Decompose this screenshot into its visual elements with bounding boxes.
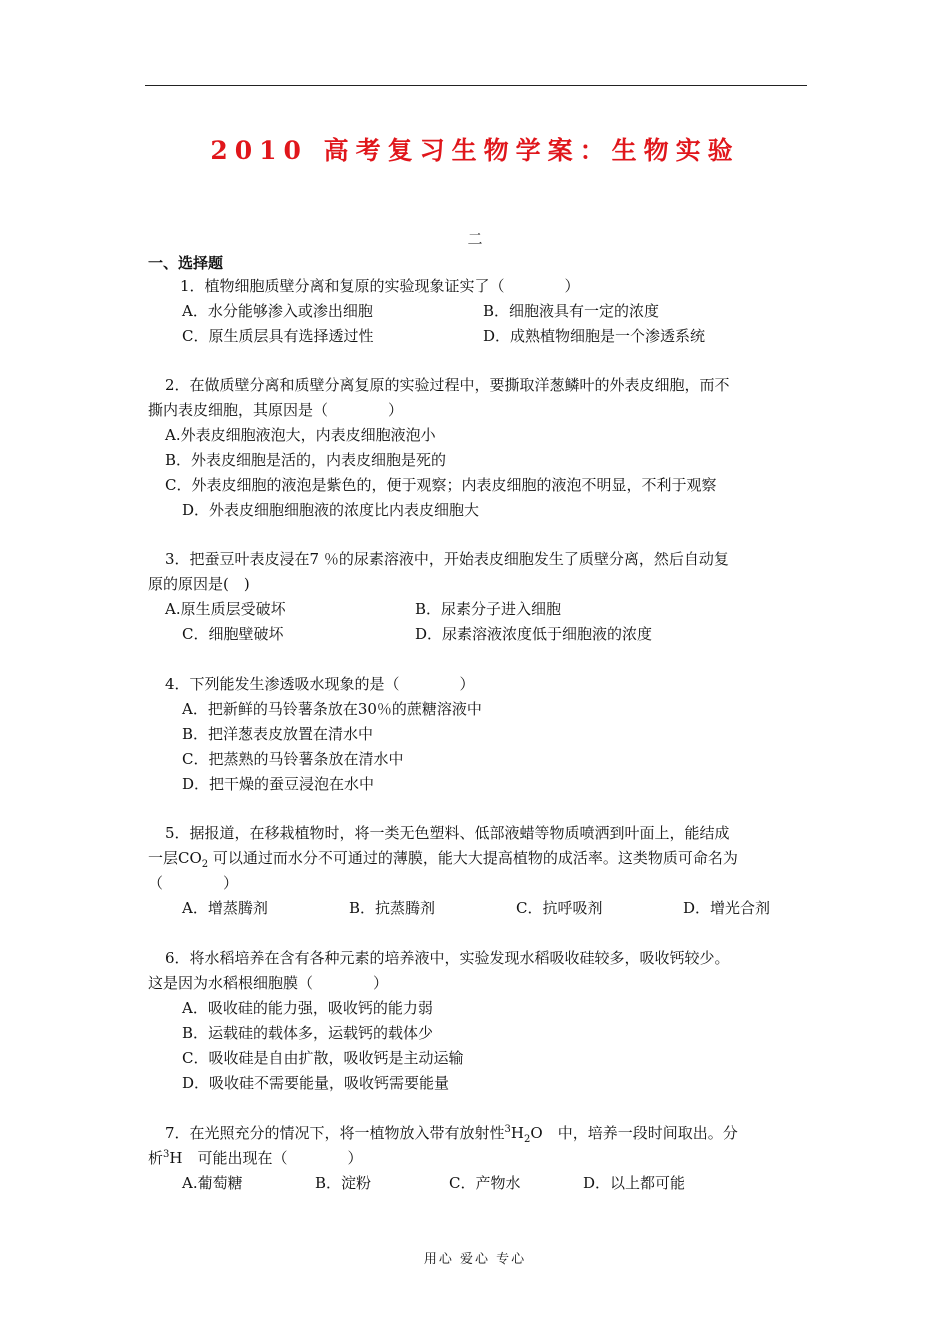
q7-stem-line1: 7．在光照充分的情况下，将一植物放入带有放射性$^3H_2O$ 中，培养一段时间取出。分: [165, 1124, 738, 1145]
q3-option-c: C．细胞壁破坏: [182, 625, 284, 643]
q7-stem-line2: 析$^3$H 可能出现在（ ）: [148, 1149, 363, 1167]
document-title: 2010 高考复习生物学案：生物实验: [210, 136, 740, 165]
q3-option-a: A.原生质层受破坏: [165, 600, 286, 618]
q6-option-d: D．吸收硅不需要能量，吸收钙需要能量: [182, 1074, 450, 1092]
q5-option-c: C．抗呼吸剂: [516, 899, 603, 917]
q6-option-a: A．吸收硅的能力强，吸收钙的能力弱: [182, 999, 433, 1017]
q7-option-c: C．产物水: [449, 1174, 521, 1192]
q6-option-b: B．运载硅的载体多，运载钙的载体少: [182, 1024, 434, 1042]
q5-option-b: B．抗蒸腾剂: [349, 899, 436, 917]
q7-option-a: A.葡萄糖: [182, 1174, 243, 1192]
q2-option-b: B．外表皮细胞是活的，内表皮细胞是死的: [165, 451, 447, 469]
q5-stem-line1: 5．据报道，在移栽植物时，将一类无色塑料、低部液蜡等物质喷洒到叶面上，能结成: [165, 824, 730, 842]
q2-stem-line2: 撕内表皮细胞，其原因是（ ）: [148, 401, 404, 419]
q5-stem-line2: 一层$CO_2$ 可以通过而水分不可通过的薄膜，能大大提高植物的成活率。这类物质可命名为: [148, 849, 738, 870]
q1-option-d: D．成熟植物细胞是一个渗透系统: [483, 327, 706, 345]
q6-stem-line1: 6．将水稻培养在含有各种元素的培养液中，实验发现水稻吸收硅较多，吸收钙较少。: [165, 949, 730, 967]
q3-stem-line1: 3．把蚕豆叶表皮浸在7 ％的尿素溶液中，开始表皮细胞发生了质壁分离，然后自动复: [165, 550, 729, 568]
q3-stem-line2: 原的原因是( ): [148, 575, 250, 593]
q2-option-d: D．外表皮细胞细胞液的浓度比内表皮细胞大: [182, 501, 480, 519]
q4-option-d: D．把干燥的蚕豆浸泡在水中: [182, 775, 375, 793]
q5-stem-line3: （ ）: [148, 874, 239, 892]
q6-option-c: C．吸收硅是自由扩散，吸收钙是主动运输: [182, 1049, 464, 1067]
part-number: 二: [467, 230, 483, 248]
section-heading: 一、选择题: [148, 254, 224, 272]
q1-option-c: C．原生质层具有选择透过性: [182, 327, 374, 345]
q2-option-c: C．外表皮细胞的液泡是紫色的，便于观察；内表皮细胞的液泡不明显，不利于观察: [165, 476, 717, 494]
q4-option-a: A．把新鲜的马铃薯条放在30％的蔗糖溶液中: [182, 700, 482, 718]
q6-stem-line2: 这是因为水稻根细胞膜（ ）: [148, 974, 389, 992]
q5-option-a: A．增蒸腾剂: [182, 899, 268, 917]
header-rule: [145, 85, 807, 86]
q1-option-b: B．细胞液具有一定的浓度: [483, 302, 660, 320]
q4-option-b: B．把洋葱表皮放置在清水中: [182, 725, 374, 743]
q2-stem-line1: 2．在做质壁分离和质壁分离复原的实验过程中，要撕取洋葱鳞叶的外表皮细胞，而不: [165, 376, 730, 394]
page-footer: 用心 爱心 专心: [423, 1252, 527, 1267]
q5-option-d: D．增光合剂: [683, 899, 771, 917]
q4-stem: 4．下列能发生渗透吸水现象的是（ ）: [165, 675, 475, 693]
q4-option-c: C．把蒸熟的马铃薯条放在清水中: [182, 750, 404, 768]
q1-option-a: A．水分能够渗入或渗出细胞: [182, 302, 373, 320]
q7-option-b: B．淀粉: [315, 1174, 372, 1192]
q1-stem: 1．植物细胞质壁分离和复原的实验现象证实了（ ）: [180, 277, 580, 295]
q2-option-a: A.外表皮细胞液泡大，内表皮细胞液泡小: [165, 426, 436, 444]
q7-option-d: D．以上都可能: [583, 1174, 686, 1192]
q3-option-d: D．尿素溶液浓度低于细胞液的浓度: [415, 625, 653, 643]
q3-option-b: B．尿素分子进入细胞: [415, 600, 562, 618]
